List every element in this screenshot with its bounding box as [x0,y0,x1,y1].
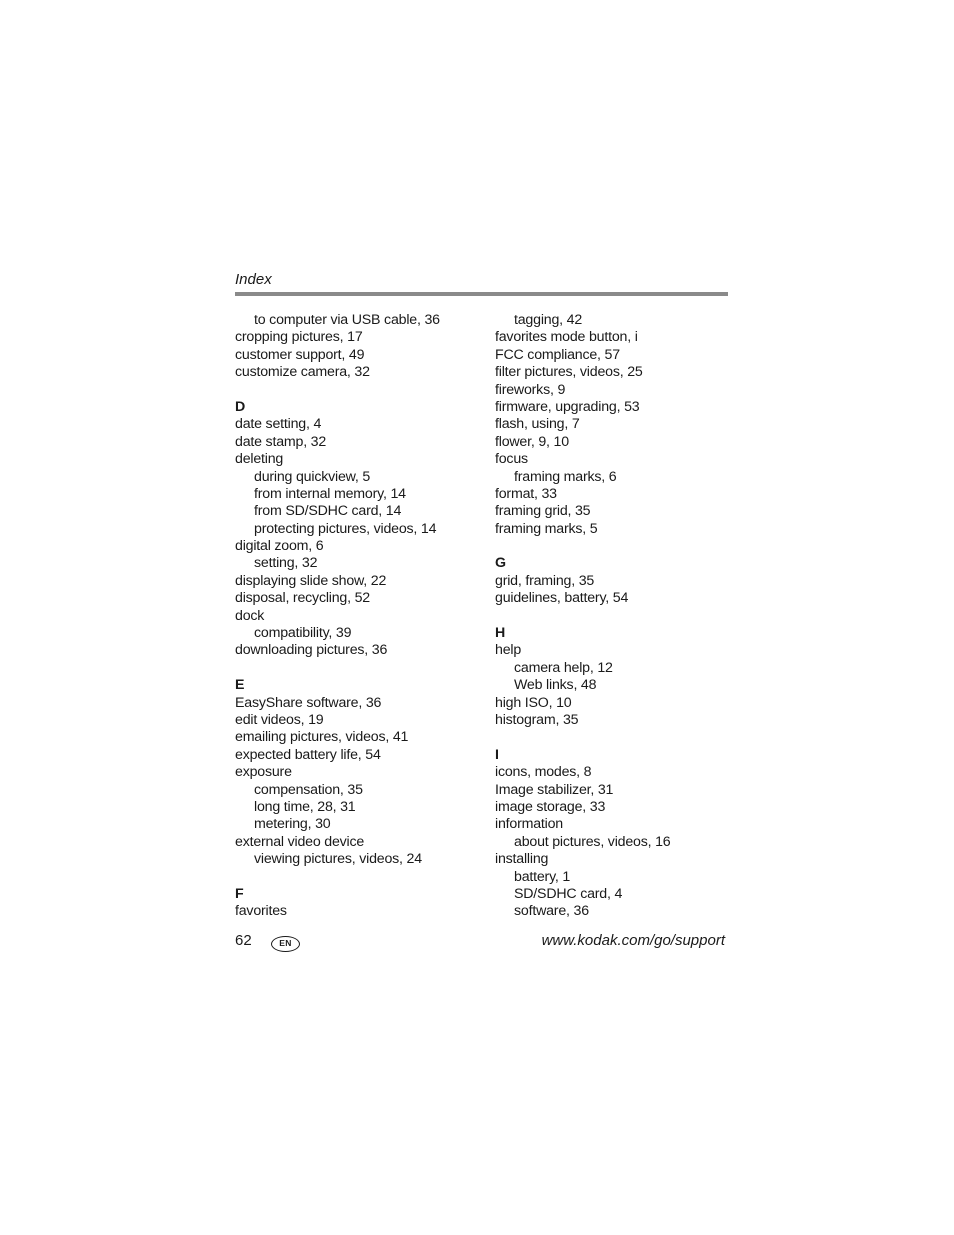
index-entry: firmware, upgrading, 53 [495,398,640,415]
index-entry: cropping pictures, 17 [235,329,363,346]
index-entry: downloading pictures, 36 [235,642,388,659]
index-subentry: long time, 28, 31 [254,798,356,815]
index-section-letter: D [235,398,246,415]
header-rule [235,292,728,296]
index-subentry: compatibility, 39 [254,625,352,642]
index-entry: favorites mode button, i [495,329,638,346]
index-subentry: from SD/SDHC card, 14 [254,503,402,520]
index-entry: high ISO, 10 [495,694,572,711]
index-entry: focus [495,451,528,468]
index-entry: edit videos, 19 [235,711,324,728]
language-badge-icon: EN [271,936,300,952]
index-entry: digital zoom, 6 [235,538,324,555]
index-entry: exposure [235,764,292,781]
index-entry: format, 33 [495,485,557,502]
index-entry: fireworks, 9 [495,381,566,398]
index-entry: image storage, 33 [495,798,606,815]
index-subentry: camera help, 12 [514,659,613,676]
index-column-left [235,312,485,921]
index-entry: disposal, recycling, 52 [235,590,370,607]
footer-page-number: 62 [235,932,252,949]
index-subentry: viewing pictures, videos, 24 [254,851,422,868]
index-entry: framing grid, 35 [495,503,591,520]
index-subentry: about pictures, videos, 16 [514,833,671,850]
index-subentry: during quickview, 5 [254,468,371,485]
index-section-letter: E [235,677,245,694]
index-section-letter: H [495,625,506,642]
index-entry: deleting [235,451,284,468]
index-subentry: battery, 1 [514,868,571,885]
index-entry: FCC compliance, 57 [495,346,620,363]
index-entry: icons, modes, 8 [495,764,592,781]
index-entry: installing [495,851,549,868]
index-subentry: SD/SDHC card, 4 [514,885,623,902]
index-entry: external video device [235,833,365,850]
index-section-letter: F [235,885,244,902]
index-section-letter: I [495,746,499,763]
index-entry: histogram, 35 [495,711,579,728]
index-entry: date setting, 4 [235,416,322,433]
index-entry: EasyShare software, 36 [235,694,382,711]
index-entry: dock [235,607,265,624]
index-subentry: protecting pictures, videos, 14 [254,520,437,537]
index-subentry: Web links, 48 [514,677,597,694]
index-entry: emailing pictures, videos, 41 [235,729,409,746]
footer-support-url[interactable]: www.kodak.com/go/support [541,932,725,949]
index-section-letter: G [495,555,506,572]
index-entry: displaying slide show, 22 [235,572,387,589]
page-header-title: Index [235,271,272,288]
index-entry: expected battery life, 54 [235,746,381,763]
index-entry: information [495,816,563,833]
index-entry: customize camera, 32 [235,364,370,381]
index-subentry: metering, 30 [254,816,331,833]
index-entry: framing marks, 5 [495,520,598,537]
index-entry: flash, using, 7 [495,416,580,433]
index-subentry: to computer via USB cable, 36 [254,312,440,328]
index-entry: filter pictures, videos, 25 [495,364,643,381]
index-subentry: compensation, 35 [254,781,363,798]
index-entry: customer support, 49 [235,346,365,363]
index-entry: Image stabilizer, 31 [495,781,614,798]
index-entry: date stamp, 32 [235,433,327,450]
index-subentry: tagging, 42 [514,312,583,328]
index-entry: grid, framing, 35 [495,572,595,589]
index-subentry: setting, 32 [254,555,318,572]
index-column-right [495,312,745,921]
index-subentry: from internal memory, 14 [254,485,406,502]
index-entry: favorites [235,903,287,920]
index-entry: guidelines, battery, 54 [495,590,629,607]
index-subentry: framing marks, 6 [514,468,617,485]
index-subentry: software, 36 [514,903,589,920]
index-entry: flower, 9, 10 [495,433,569,450]
index-entry: help [495,642,522,659]
